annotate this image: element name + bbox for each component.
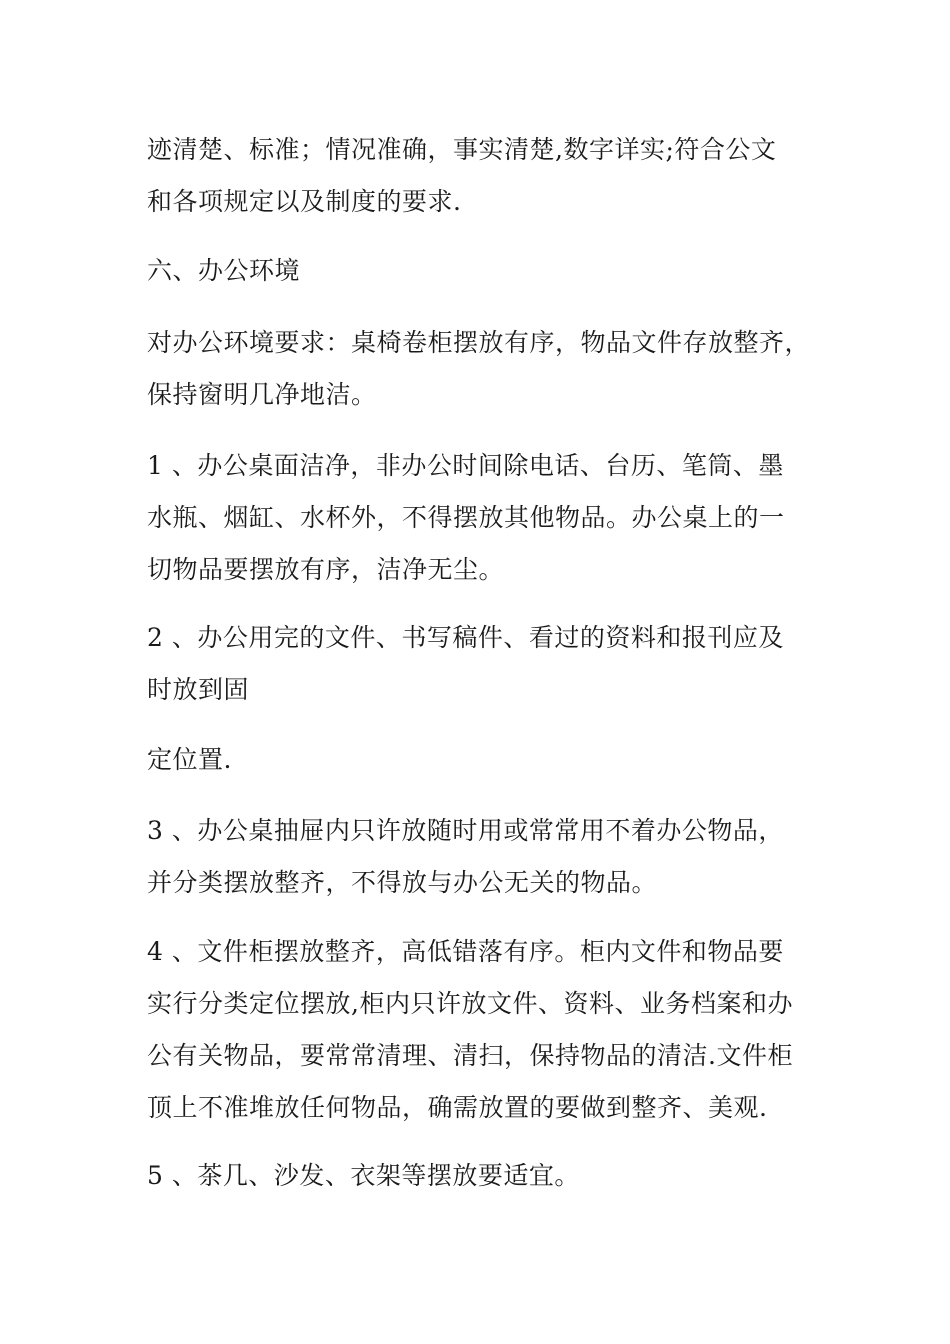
- paragraph-environment-requirements: [147, 317, 811, 421]
- text-line: 1 、办公桌面洁净，非办公时间除电话、台历、笔筒、墨: [147, 451, 784, 480]
- list-item-5: [147, 1150, 807, 1202]
- section-heading-office-environment: [147, 245, 807, 297]
- text-line: 5 、茶几、沙发、衣架等摆放要适宜。: [147, 1161, 580, 1190]
- text-line: 4 、文件柜摆放整齐，高低错落有序。柜内文件和物品要: [147, 937, 784, 966]
- list-item-2: [147, 612, 807, 716]
- text-line: 时放到固: [147, 675, 250, 704]
- text-line: 并分类摆放整齐，不得放与办公无关的物品。: [147, 868, 658, 897]
- text-line: 顶上不准堆放任何物品，确需放置的要做到整齐、美观.: [147, 1093, 768, 1122]
- text-line: 3 、办公桌抽屉内只许放随时用或常常用不着办公物品，: [147, 816, 784, 845]
- list-item-2-continuation: [147, 734, 807, 786]
- text-line: 2 、办公用完的文件、书写稿件、看过的资料和报刊应及: [147, 623, 784, 652]
- text-line: 对办公环境要求：桌椅卷柜摆放有序，物品文件存放整齐，: [147, 328, 811, 357]
- text-line: 定位置.: [147, 745, 232, 774]
- text-line: 迹清楚、标准；情况准确，事实清楚,数字详实;符合公文: [147, 135, 777, 164]
- heading-text: 六、办公环境: [147, 256, 301, 285]
- text-line: 实行分类定位摆放,柜内只许放文件、资料、业务档案和办: [147, 989, 793, 1018]
- list-item-4: [147, 926, 807, 1134]
- text-line: 保持窗明几净地洁。: [147, 380, 377, 409]
- list-item-1: [147, 440, 807, 596]
- list-item-3: [147, 805, 807, 909]
- text-line: 水瓶、烟缸、水杯外，不得摆放其他物品。办公桌上的一: [147, 503, 785, 532]
- text-line: 公有关物品，要常常清理、清扫，保持物品的清洁.文件柜: [147, 1041, 793, 1070]
- paragraph-requirements-tail: [147, 124, 807, 228]
- text-line: 和各项规定以及制度的要求.: [147, 187, 462, 216]
- text-line: 切物品要摆放有序，洁净无尘。: [147, 555, 505, 584]
